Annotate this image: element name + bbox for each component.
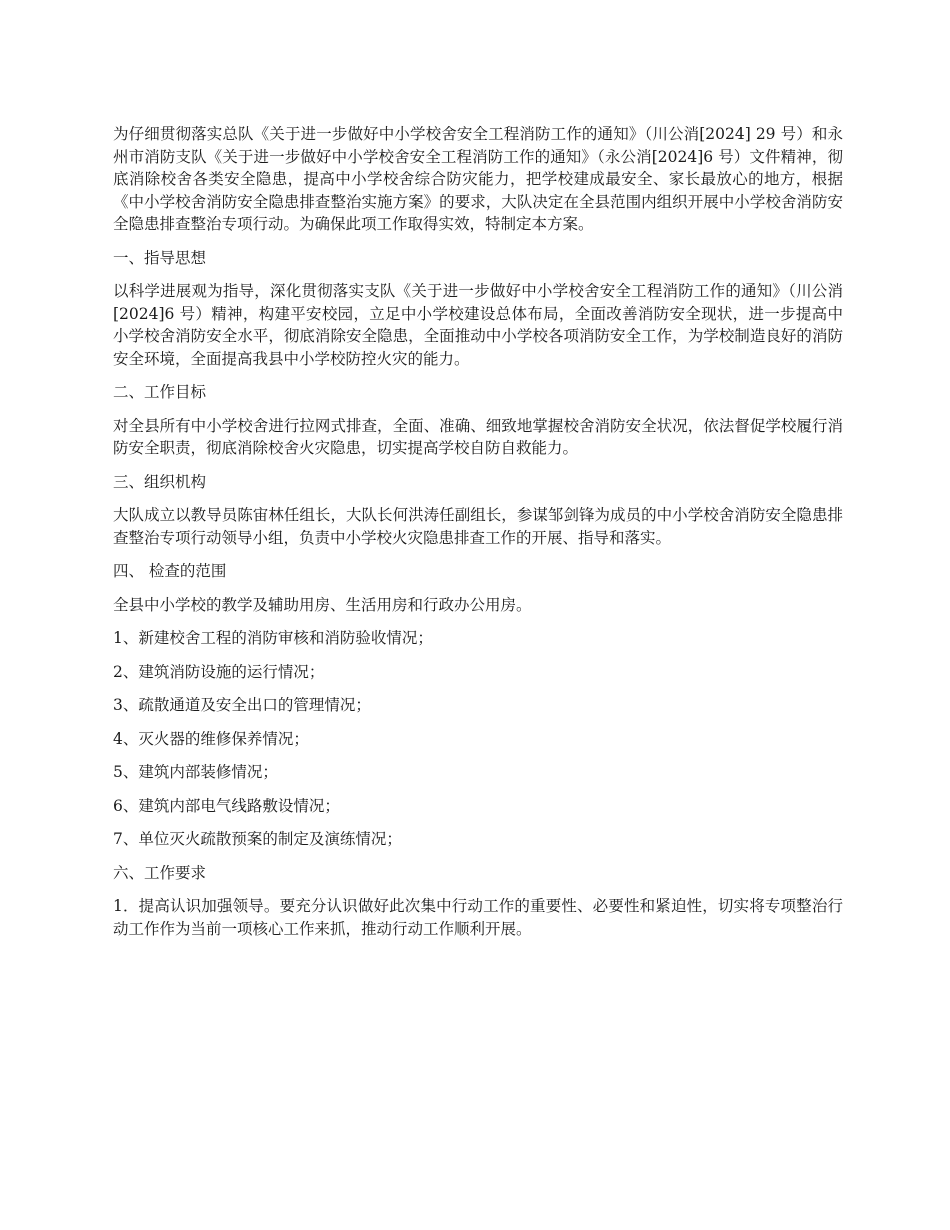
intro-paragraph: 为仔细贯彻落实总队《关于进一步做好中小学校舍安全工程消防工作的通知》（川公消[2024] 29 号）和永州市消防支队《关于进一步做好中小学校舍安全工程消防工作的通知》（永公消[2024]6 号）文件精神，彻底消除校舍各类安全隐患，提高中小学校舍综合防灾能力，把学校建成最安全、家长最放心的地方，根据《中小学校舍消防安全隐患排查整治实施方案》的要求，大队决定在全县范围内组织开展中小学校舍消防安全隐患排查整治专项行动。为确保此项工作取得实效，特制定本方案。: [113, 125, 843, 233]
section-heading-work-goals: 二、工作目标: [113, 383, 207, 401]
section-heading-work-requirements: 六、工作要求: [113, 863, 207, 882]
document-page: [113, 123, 843, 951]
section-body-work-goals: 对全县所有中小学校舍进行拉网式排查，全面、准确、细致地掌握校舍消防安全状况，依法督促学校履行消防安全职责，彻底消除校舍火灾隐患，切实提高学校自防自救能力。: [113, 416, 843, 457]
list-item: 4、灭火器的维修保养情况；: [113, 729, 309, 748]
section-body-work-requirements: 1．提高认识加强领导。要充分认识做好此次集中行动工作的重要性、必要性和紧迫性，切实将专项整治行动工作作为当前一项核心工作来抓，推动行动工作顺利开展。: [113, 897, 843, 938]
section-heading-inspection-scope: 四、 检查的范围: [113, 562, 227, 580]
section-heading-organization: 三、组织机构: [113, 472, 207, 491]
section-heading-guiding-ideology: 一、指导思想: [113, 248, 207, 267]
list-item: 6、建筑内部电气线路敷设情况；: [113, 796, 340, 815]
section-body-organization: 大队成立以教导员陈宙林任组长，大队长何洪涛任副组长，参谋邹剑锋为成员的中小学校舍消防安全隐患排查整治专项行动领导小组，负责中小学校火灾隐患排查工作的开展、指导和落实。: [113, 506, 843, 547]
list-item: 7、单位灭火疏散预案的制定及演练情况；: [113, 830, 402, 848]
list-item: 2、建筑消防设施的运行情况；: [113, 662, 325, 681]
section-body-inspection-scope: 全县中小学校的教学及辅助用房、生活用房和行政办公用房。: [113, 595, 532, 614]
list-item: 3、疏散通道及安全出口的管理情况；: [113, 696, 371, 714]
list-item: 5、建筑内部装修情况；: [113, 763, 278, 781]
section-body-guiding-ideology: 以科学进展观为指导，深化贯彻落实支队《关于进一步做好中小学校舍安全工程消防工作的通知》（川公消[2024]6 号）精神，构建平安校园，立足中小学校建设总体布局，全面改善消防安全现状，进一步提高中小学校舍消防安全水平，彻底消除安全隐患，全面推动中小学校各项消防安全工作，为学校制造良好的消防安全环境，全面提高我县中小学校防控火灾的能力。: [113, 282, 843, 368]
list-item: 1、新建校舍工程的消防审核和消防验收情况；: [113, 629, 433, 647]
